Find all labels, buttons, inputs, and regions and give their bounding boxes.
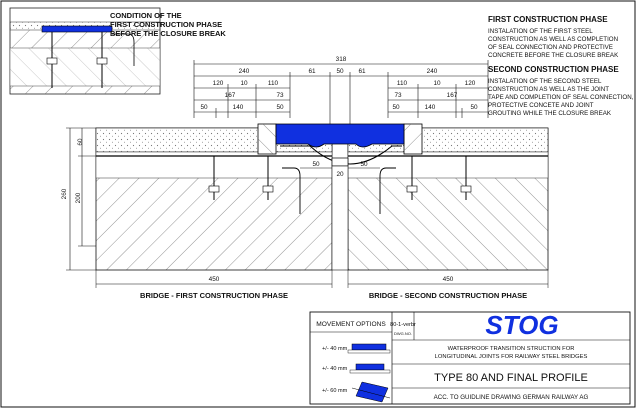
- dim-right-10: 10: [433, 80, 441, 87]
- dim-right-73: 73: [394, 92, 402, 99]
- dim-right-61: 61: [358, 68, 366, 75]
- note-first-line: CONCRETE BEFORE THE CLOSURE BREAK: [488, 52, 619, 59]
- dim-left-10: 10: [240, 80, 248, 87]
- dim-right-50b: 50: [392, 104, 400, 111]
- dim-bottom-right: 450: [442, 276, 454, 283]
- note-second-line: PROTECTIVE CONCETE AND JOINT: [488, 102, 594, 109]
- option-seal-icon: [352, 344, 386, 350]
- main-section: [96, 124, 548, 270]
- guideline-text: ACC. TO GUIDLINE DRAWING GERMAN RAILWAY AG: [433, 394, 589, 401]
- option-label: +/- 40 mm: [322, 366, 348, 372]
- dim-right-110: 110: [396, 80, 408, 87]
- note-first-heading: FIRST CONSTRUCTION PHASE: [488, 15, 608, 24]
- dim-v-260: 260: [61, 188, 68, 200]
- dim-left-240: 240: [238, 68, 250, 75]
- note-first-line: CONSTRUCTION AS WELL AS COMPLETION: [488, 36, 619, 43]
- dim-left-167: 167: [224, 92, 236, 99]
- label-bridge-first: BRIDGE - FIRST CONSTRUCTION PHASE: [140, 291, 288, 300]
- dim-left-50: 50: [336, 68, 344, 75]
- dim-left-50b: 50: [200, 104, 208, 111]
- notes-panel: [488, 15, 634, 117]
- stog-logo: STOG: [485, 310, 559, 340]
- dim-right-50c: 50: [470, 104, 478, 111]
- note-first-line: OF SEAL CONNECTION AND PROTECTIVE: [488, 44, 613, 51]
- inset-title-line3: BEFORE THE CLOSURE BREAK: [110, 29, 226, 38]
- dim-right-140: 140: [424, 104, 436, 111]
- note-second-heading: SECOND CONSTRUCTION PHASE: [488, 65, 619, 74]
- note-second-line: INSTALATION OF THE SECOND STEEL: [488, 78, 602, 85]
- description-line2: LONGITUDINAL JOINTS FOR RAILWAY STEEL BRIDGES: [434, 354, 588, 360]
- note-second-line: TAPE AND COMPLETION OF SEAL CONNECTION,: [488, 94, 634, 101]
- dim-left-110: 110: [267, 80, 279, 87]
- note-first-line: INSTALATION OF THE FIRST STEEL: [488, 28, 593, 35]
- dim-right-120: 120: [464, 80, 476, 87]
- dim-left-73: 73: [276, 92, 284, 99]
- dim-bottom-left: 450: [208, 276, 220, 283]
- inset-title-line1: CONDITION OF THE: [110, 11, 182, 20]
- bottom-dimensions: [96, 270, 548, 300]
- drawing-number-label: DWG.NO.: [394, 331, 412, 336]
- dim-left-61: 61: [308, 68, 316, 75]
- option-label: +/- 40 mm: [322, 346, 348, 352]
- dim-total: 318: [335, 56, 347, 63]
- movement-options-title: MOVEMENT OPTIONS: [316, 321, 386, 328]
- dim-right-240: 240: [426, 68, 438, 75]
- dim-v-200: 200: [75, 192, 82, 204]
- dim-gap-50b: 50: [360, 161, 368, 168]
- joint-seal: [276, 124, 404, 147]
- dim-left-50c: 50: [276, 104, 284, 111]
- inset-seal: [42, 26, 112, 32]
- vertical-dimensions: [61, 128, 96, 270]
- option-seal-icon: [356, 364, 384, 370]
- note-second-line: GROUTING WHILE THE CLOSURE BREAK: [488, 110, 611, 117]
- title-block: [310, 310, 630, 404]
- inset-title-line2: FIRST CONSTRUCTION PHASE: [110, 20, 223, 29]
- dim-gap-20: 20: [336, 171, 344, 178]
- drawing-number: 80-1-verbr: [390, 322, 416, 328]
- dim-v-60: 60: [77, 138, 84, 146]
- type-title: TYPE 80 AND FINAL PROFILE: [434, 372, 588, 384]
- note-second-line: CONSTRUCTION AS WELL AS THE JOINT: [488, 86, 610, 93]
- label-bridge-second: BRIDGE - SECOND CONSTRUCTION PHASE: [368, 291, 528, 300]
- dim-left-120: 120: [212, 80, 224, 87]
- dim-left-140: 140: [232, 104, 244, 111]
- dim-gap-50a: 50: [312, 161, 320, 168]
- description-line1: WATERPROOF TRANSITION STRUCTION FOR: [447, 346, 575, 352]
- dim-right-167: 167: [446, 92, 458, 99]
- option-label: +/- 60 mm: [322, 388, 348, 394]
